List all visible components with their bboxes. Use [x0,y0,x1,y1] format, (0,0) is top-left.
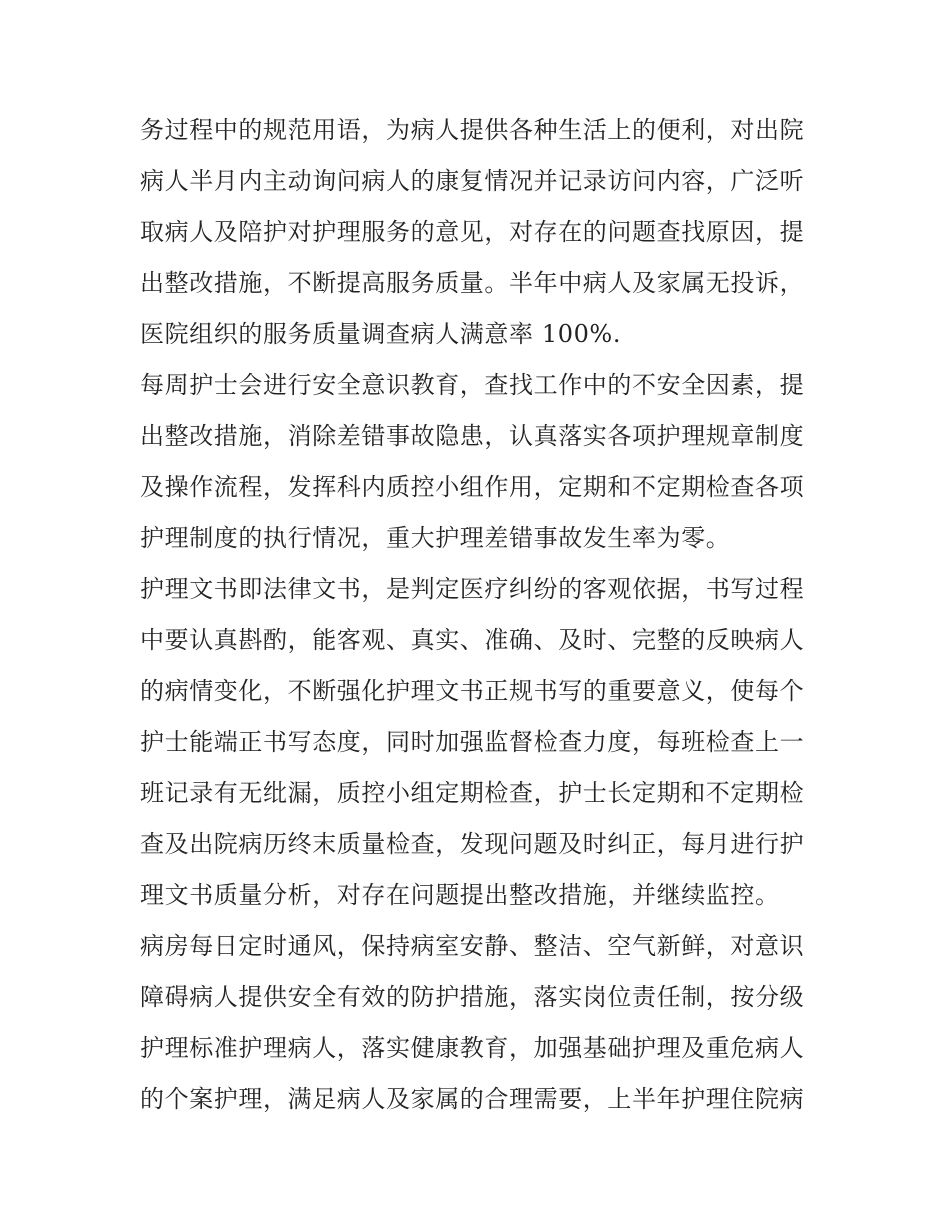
text-line: 出整改措施，不断提高服务质量。半年中病人及家属无投诉， [140,269,805,297]
text-line: 的病情变化，不断强化护理文书正规书写的重要意义，使每个 [140,677,805,705]
text-line: 医院组织的服务质量调查病人满意率 100%. [140,320,622,348]
text-line: 查及出院病历终末质量检查，发现问题及时纠正，每月进行护 [140,830,805,858]
text-line: 护理标准护理病人，落实健康教育，加强基础护理及重危病人 [140,1034,805,1062]
text-line: 及操作流程，发挥科内质控小组作用，定期和不定期检查各项 [140,473,805,501]
text-line: 班记录有无纰漏，质控小组定期检查，护士长定期和不定期检 [140,779,805,807]
body-text [140,105,820,1125]
text-line: 出整改措施，消除差错事故隐患，认真落实各项护理规章制度 [140,422,805,450]
text-line: 障碍病人提供安全有效的防护措施，落实岗位责任制，按分级 [140,983,805,1011]
text-line: 病房每日定时通风，保持病室安静、整洁、空气新鲜，对意识 [140,932,805,960]
text-line: 的个案护理，满足病人及家属的合理需要，上半年护理住院病 [140,1085,805,1113]
text-line: 护理制度的执行情况，重大护理差错事故发生率为零。 [140,524,731,552]
text-line: 中要认真斟酌，能客观、真实、准确、及时、完整的反映病人 [140,626,805,654]
text-line: 护士能端正书写态度，同时加强监督检查力度，每班检查上一 [140,728,805,756]
text-line: 护理文书即法律文书，是判定医疗纠纷的客观依据，书写过程 [140,575,805,603]
text-line: 病人半月内主动询问病人的康复情况并记录访问内容，广泛听 [140,167,805,195]
text-line: 取病人及陪护对护理服务的意见，对存在的问题查找原因，提 [140,218,805,246]
text-line: 理文书质量分析，对存在问题提出整改措施，并继续监控。 [140,881,780,909]
text-line: 每周护士会进行安全意识教育，查找工作中的不安全因素，提 [140,371,805,399]
text-line: 务过程中的规范用语，为病人提供各种生活上的便利，对出院 [140,116,805,144]
